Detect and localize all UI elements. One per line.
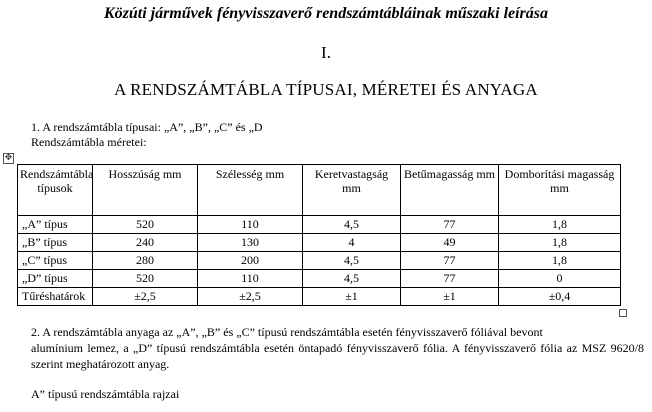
table-cell: 4 [303,234,401,252]
row-label: „C” típus [18,252,93,270]
material-paragraph-rest: alumínium lemez, a „D” típusú rendszámtábla esetén öntapadó fényvisszaverő fólia. A fényvisszaverő fólia az MSZ 9620/8 szerint meghatározott anyag. [31,341,644,371]
header-cell: Szélesség mm [198,165,303,216]
table-cell: 280 [93,252,198,270]
table-cell: ±0,4 [499,288,621,306]
table-cell: 4,5 [303,252,401,270]
table-cell: 1,8 [499,216,621,234]
table-cell: 49 [401,234,499,252]
drawing-caption: A” típusú rendszámtábla rajzai [31,387,180,401]
dimensions-label: Rendszámtábla méretei: [31,135,147,149]
table-cell: 77 [401,216,499,234]
table-row [18,270,621,288]
header-cell: Hosszúság mm [93,165,198,216]
material-paragraph-line1: 2. A rendszámtábla anyaga az „A”, „B” és „C” típusú rendszámtábla esetén fényvisszaverő fóliával bevont [31,325,543,339]
header-cell: Rendszámtábla típusok [18,165,93,216]
row-label: „D” típus [18,270,93,288]
row-label: „B” típus [18,234,93,252]
chapter-number: I. [321,43,331,62]
header-cell: Keretvastagság mm [303,165,401,216]
table-cell: 200 [198,252,303,270]
table-header-row [18,165,621,216]
table-cell: 520 [93,216,198,234]
material-paragraph [31,324,644,372]
plate-types-line: 1. A rendszámtábla típusai: „A”, „B”, „C” és „D [31,120,263,134]
dimensions-table [17,164,621,306]
table-cell: 77 [401,252,499,270]
table-cell: 0 [499,270,621,288]
table-cell: ±1 [303,288,401,306]
table-cell: 520 [93,270,198,288]
table-cell: 1,8 [499,234,621,252]
table-resize-handle[interactable] [619,309,627,317]
table-row [18,234,621,252]
header-cell: Domborítási magasság mm [499,165,621,216]
table-cell: 4,5 [303,270,401,288]
row-label: Tűréshatárok [18,288,93,306]
table-cell: ±2,5 [93,288,198,306]
table-move-handle-icon[interactable]: ✥ [4,153,13,163]
table-cell: 240 [93,234,198,252]
document-title: Közúti járművek fényvisszaverő rendszámtábláinak műszaki leírása [103,5,549,22]
table-cell: 130 [198,234,303,252]
row-label: „A” típus [18,216,93,234]
table-cell: 77 [401,270,499,288]
section-heading: A RENDSZÁMTÁBLA TÍPUSAI, MÉRETEI ÉS ANYAGA [114,80,538,99]
table-row-tolerances [18,288,621,306]
table-cell: 1,8 [499,252,621,270]
table-cell: ±2,5 [198,288,303,306]
table-row [18,216,621,234]
table-row [18,252,621,270]
table-cell: 110 [198,216,303,234]
table-cell: ±1 [401,288,499,306]
header-cell: Betűmagasság mm [401,165,499,216]
table-cell: 110 [198,270,303,288]
table-cell: 4,5 [303,216,401,234]
